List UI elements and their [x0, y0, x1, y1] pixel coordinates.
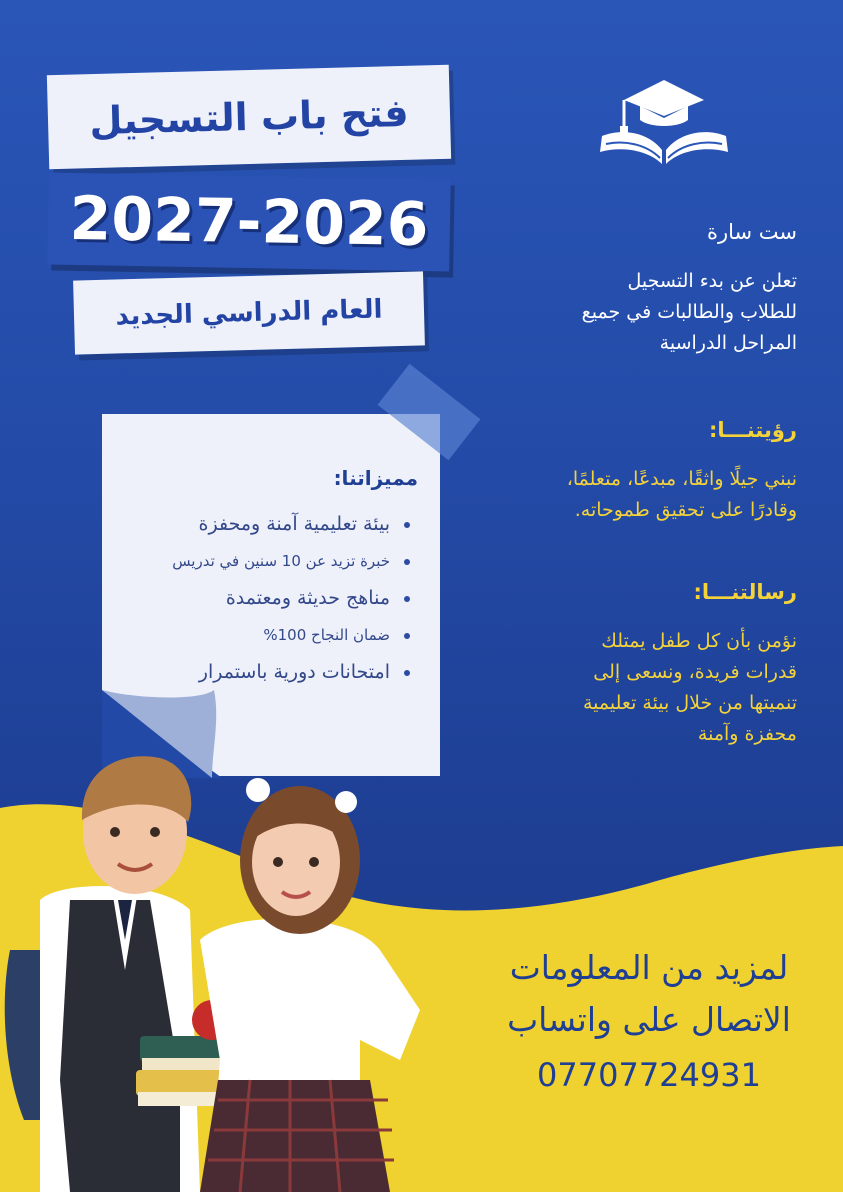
bullet-icon — [404, 522, 410, 528]
phone-number[interactable]: 07707724931 — [537, 1056, 761, 1094]
mission-title: رسالتنـــا: — [693, 580, 797, 604]
bullet-icon — [404, 596, 410, 602]
bullet-icon — [404, 633, 410, 639]
vision-text — [477, 464, 797, 526]
feature-item — [110, 580, 410, 617]
vision-line: نبني جيلًا واثقًا، مبدعًا، متعلمًا، — [566, 468, 797, 490]
contact-line-1: لمزيد من المعلومات — [509, 948, 789, 987]
feature-item — [110, 654, 410, 691]
mission-line: محفزة وآمنة — [697, 723, 797, 745]
feature-text: مناهج حديثة ومعتمدة — [225, 587, 390, 609]
mission-line: تنميتها من خلال بيئة تعليمية — [582, 692, 797, 714]
contact-line-2: الاتصال على واتساب — [507, 1000, 791, 1039]
vision-line: وقادرًا على تحقيق طموحاته. — [574, 499, 797, 521]
mission-line: نؤمن بأن كل طفل يمتلك — [601, 630, 797, 652]
feature-text: خبرة تزيد عن 10 سنين في تدريس — [172, 552, 390, 570]
open-registration-banner — [47, 65, 451, 169]
students-photo — [0, 740, 440, 1192]
mission-line: قدرات فريدة، ونسعى إلى — [593, 661, 797, 683]
feature-item — [110, 617, 410, 654]
vision-title: رؤيتنـــا: — [709, 418, 797, 442]
features-list — [110, 506, 410, 691]
feature-text: ضمان النجاح 100% — [263, 626, 390, 644]
new-year-text: العام الدراسي الجديد — [115, 294, 383, 332]
features-title: مميزاتنا: — [333, 466, 418, 490]
feature-text: بيئة تعليمية آمنة ومحفزة — [198, 513, 390, 535]
intro-line: تعلن عن بدء التسجيل — [627, 270, 797, 292]
bullet-icon — [404, 670, 410, 676]
year-range-text: 2027-2026 — [68, 183, 430, 261]
feature-item — [110, 506, 410, 543]
intro-line: للطلاب والطالبات في جميع — [581, 301, 797, 323]
feature-text: امتحانات دورية باستمرار — [198, 661, 390, 683]
year-range-banner — [47, 172, 451, 271]
intro-block — [497, 220, 797, 359]
new-year-banner — [73, 271, 425, 354]
graduation-cap-book-icon — [598, 76, 730, 168]
intro-line: المراحل الدراسية — [659, 332, 797, 354]
open-registration-text: فتح باب التسجيل — [88, 90, 410, 144]
feature-item — [110, 543, 410, 580]
bullet-icon — [404, 559, 410, 565]
contact-block — [469, 942, 829, 1104]
brand-name: ست سارة — [706, 220, 797, 244]
mission-text — [477, 626, 797, 750]
